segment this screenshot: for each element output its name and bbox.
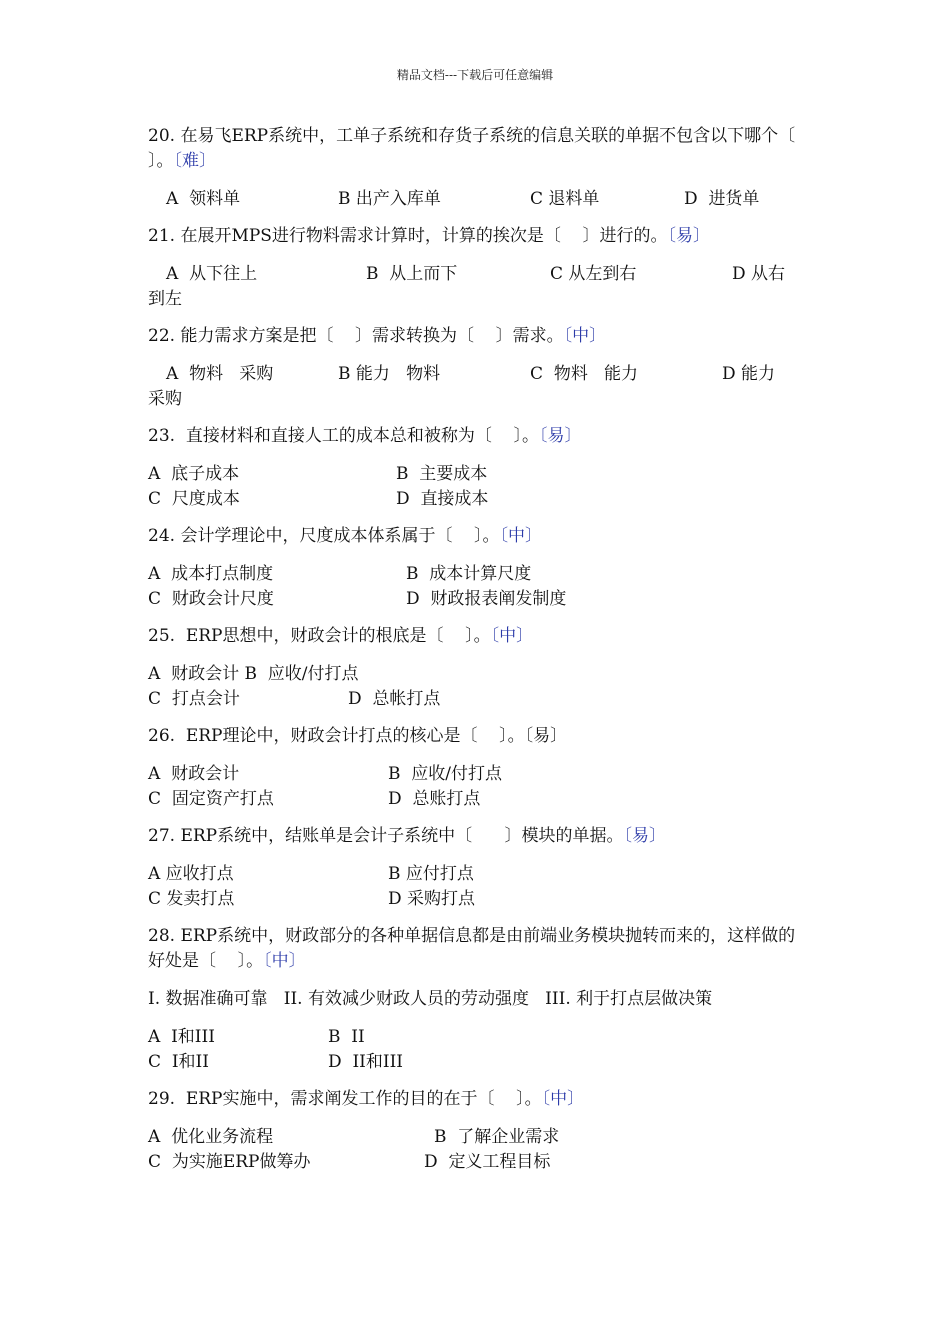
difficulty-tag: 〔易〕 <box>667 226 711 246</box>
question-27 <box>148 824 808 912</box>
option-d: D 总帐打点 <box>348 689 441 709</box>
question-28 <box>148 924 808 1075</box>
question-stem <box>148 724 808 749</box>
option-d: D 直接成本 <box>396 489 489 509</box>
options <box>148 762 808 812</box>
option-c: C 退料单 <box>530 189 600 209</box>
stem-text: 23. 直接材料和直接人工的成本总和被称为〔 〕。 <box>148 426 539 446</box>
option-d: D II和III <box>328 1052 404 1072</box>
question-21 <box>148 224 808 312</box>
option-a: A 财政会计 <box>148 764 240 784</box>
option-d-wrap: 采购 <box>148 389 182 409</box>
difficulty-tag: 〔中〕 <box>499 526 543 546</box>
question-22 <box>148 324 808 412</box>
options <box>148 187 808 212</box>
stem-text: 29. ERP实施中，需求阐发工作的目的在于〔 〕。 <box>148 1089 542 1109</box>
option-b: B 出产入库单 <box>338 189 441 209</box>
question-25 <box>148 624 808 712</box>
option-b: B 应付打点 <box>388 864 474 884</box>
option-d: D 定义工程目标 <box>424 1152 551 1172</box>
question-stem <box>148 524 808 549</box>
option-b: B 了解企业需求 <box>434 1127 560 1147</box>
options <box>148 562 808 612</box>
question-stem <box>148 324 808 349</box>
option-d: D 从右 <box>732 264 786 284</box>
option-a: A 物料 采购 <box>166 364 274 384</box>
option-a-b: A 财政会计 B 应收/付打点 <box>148 664 359 684</box>
option-a: A I和III <box>148 1027 215 1047</box>
question-stem <box>148 1087 808 1112</box>
options <box>148 662 808 712</box>
question-stem <box>148 924 808 974</box>
stem-text: 25. ERP思想中，财政会计的根底是〔 〕。 <box>148 626 491 646</box>
option-d: D 财政报表阐发制度 <box>406 589 567 609</box>
option-d-wrap: 到左 <box>148 289 182 309</box>
difficulty-tag: 〔易〕 <box>623 826 667 846</box>
option-c: C 发卖打点 <box>148 889 235 909</box>
option-a: A 领料单 <box>166 189 241 209</box>
option-c: C 从左到右 <box>550 264 637 284</box>
option-c: C 打点会计 <box>148 689 240 709</box>
option-d: D 能力 <box>722 364 776 384</box>
option-c: C I和II <box>148 1052 209 1072</box>
option-a: A 从下往上 <box>166 264 258 284</box>
options <box>148 462 808 512</box>
stem-text: 20. 在易飞ERP系统中，工单子系统和存货子系统的信息关联的单据不包含以下哪个〔 〕。 <box>148 126 817 171</box>
difficulty-tag: 〔中〕 <box>541 1089 585 1109</box>
option-d: D 总账打点 <box>388 789 481 809</box>
option-c: C 固定资产打点 <box>148 789 274 809</box>
statement-list: I. 数据准确可靠 II. 有效减少财政人员的劳动强度 III. 利于打点层做决策 <box>148 989 713 1009</box>
option-d: D 进货单 <box>684 189 760 209</box>
stem-text: 24. 会计学理论中，尺度成本体系属于〔 〕。 <box>148 526 500 546</box>
option-a: A 成本打点制度 <box>148 564 274 584</box>
option-c: C 财政会计尺度 <box>148 589 274 609</box>
option-d: D 采购打点 <box>388 889 476 909</box>
question-stem <box>148 424 808 449</box>
option-b: B 成本计算尺度 <box>406 564 532 584</box>
question-stem <box>148 124 817 174</box>
stem-text: 27. ERP系统中，结账单是会计子系统中〔 〕模块的单据。 <box>148 826 624 846</box>
question-20 <box>148 124 817 212</box>
option-b: B II <box>328 1027 365 1047</box>
stem-text: 22. 能力需求方案是把〔 〕需求转换为〔 〕需求。 <box>148 326 564 346</box>
stem-text: 26. ERP理论中，财政会计打点的核心是〔 〕。〔易〕 <box>148 726 568 746</box>
option-c: C 物料 能力 <box>530 364 639 384</box>
option-c: C 为实施ERP做筹办 <box>148 1152 311 1172</box>
page-header: 精品文档---下载后可任意编辑 <box>396 68 554 82</box>
difficulty-tag: 〔中〕 <box>490 626 534 646</box>
question-stem <box>148 824 808 849</box>
question-29 <box>148 1087 808 1175</box>
difficulty-tag: 〔易〕 <box>538 426 582 446</box>
stem-text: 28. ERP系统中，财政部分的各种单据信息都是由前端业务模块抛转而来的，这样做的好处是〔 〕。 <box>148 926 796 971</box>
difficulty-tag: 〔难〕 <box>173 151 216 171</box>
options <box>148 262 808 312</box>
options <box>148 1125 808 1175</box>
difficulty-tag: 〔中〕 <box>563 326 607 346</box>
question-23 <box>148 424 808 512</box>
option-c: C 尺度成本 <box>148 489 240 509</box>
option-b: B 能力 物料 <box>338 364 441 384</box>
stem-text: 21. 在展开MPS进行物料需求计算时，计算的挨次是〔 〕进行的。 <box>148 226 668 246</box>
options <box>148 362 808 412</box>
options <box>148 862 808 912</box>
option-b: B 从上而下 <box>366 264 458 284</box>
question-list <box>148 124 817 1187</box>
question-26 <box>148 724 808 812</box>
question-stem <box>148 224 808 249</box>
option-b: B 主要成本 <box>396 464 488 484</box>
options <box>148 1025 808 1075</box>
option-a: A 优化业务流程 <box>148 1127 274 1147</box>
difficulty-tag: 〔中〕 <box>263 951 306 971</box>
option-a: A 底子成本 <box>148 464 240 484</box>
question-24 <box>148 524 808 612</box>
option-b: B 应收/付打点 <box>388 764 503 784</box>
question-stem <box>148 624 808 649</box>
option-a: A 应收打点 <box>148 864 234 884</box>
